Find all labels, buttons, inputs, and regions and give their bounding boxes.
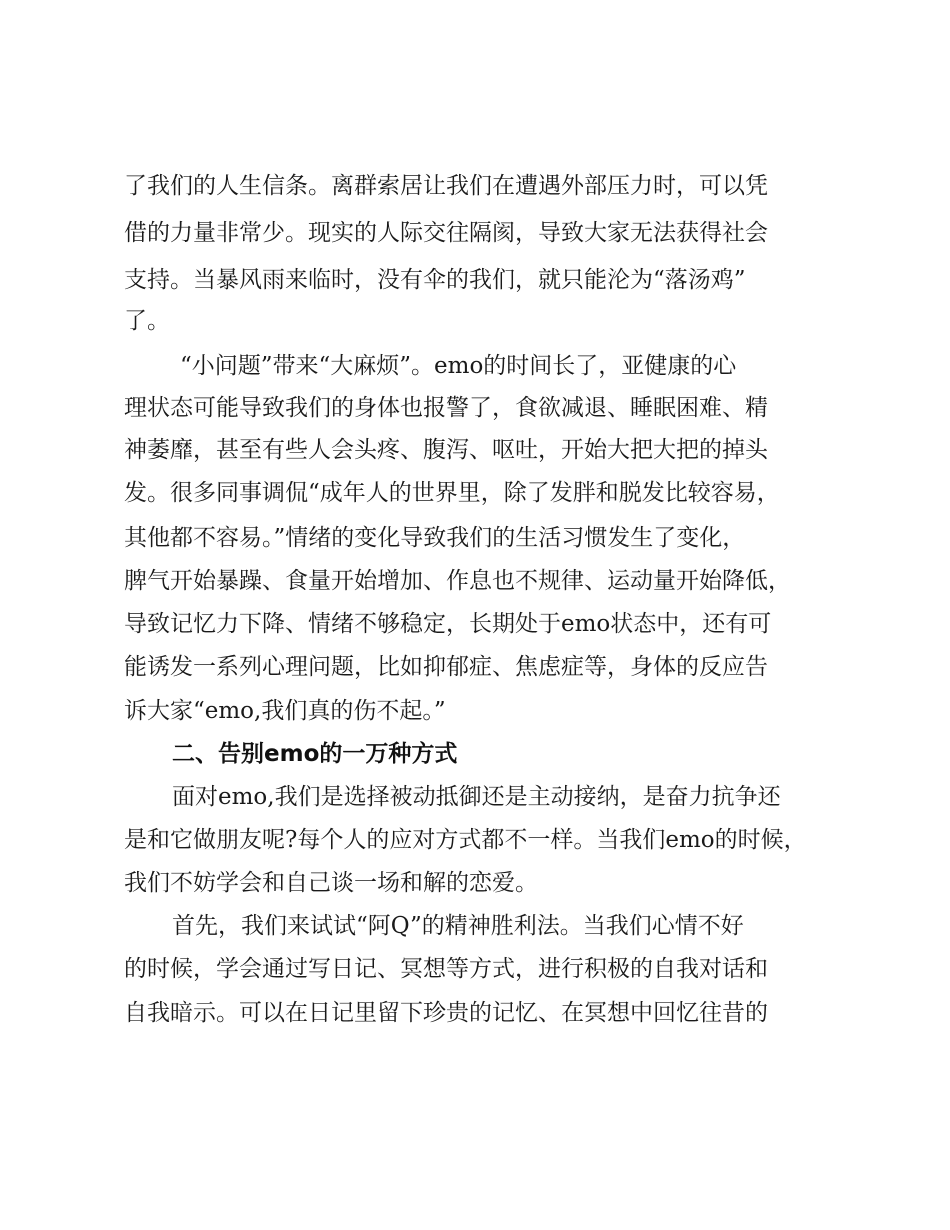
text-line: 自我暗示。可以在日记里留下珍贵的记忆、在冥想中回忆往昔的 [124, 1000, 768, 1026]
text-line: 导致记忆力下降、情绪不够稳定，长期处于emo状态中，还有可 [124, 611, 772, 637]
section-heading: 二、告别emo的一万种方式 [172, 741, 458, 767]
text-line: 是和它做朋友呢?每个人的应对方式都不一样。当我们emo的时候， [124, 827, 807, 853]
text-line: 的时候，学会通过写日记、冥想等方式，进行积极的自我对话和 [124, 956, 768, 982]
text-line: 发。很多同事调侃“成年人的世界里，除了发胖和脱发比较容易， [124, 480, 780, 506]
text-line: 神萎靡，甚至有些人会头疼、腹泻、呕吐，开始大把大把的掉头 [124, 437, 768, 463]
text-line: 首先，我们来试试“阿Q”的精神胜利法。当我们心情不好 [172, 913, 744, 939]
text-line: 其他都不容易。”情绪的变化导致我们的生活习惯发生了变化， [124, 525, 746, 551]
text-line: 诉大家“emo,我们真的伤不起。” [124, 698, 446, 724]
text-line: 能诱发一系列心理问题，比如抑郁症、焦虑症等，身体的反应告 [124, 654, 768, 680]
text-line: 了我们的人生信条。离群索居让我们在遭遇外部压力时，可以凭 [124, 173, 768, 199]
text-line: 了。 [124, 308, 170, 334]
text-line: 我们不妨学会和自己谈一场和解的恋爱。 [124, 870, 538, 896]
text-line: 支持。当暴风雨来临时，没有伞的我们，就只能沦为“落汤鸡” [124, 267, 746, 293]
text-line: “小问题”带来“大麻烦”。emo的时间长了，亚健康的心 [180, 353, 737, 379]
text-line: 面对emo,我们是选择被动抵御还是主动接纳，是奋力抗争还 [172, 784, 781, 810]
text-line: 理状态可能导致我们的身体也报警了，食欲减退、睡眠困难、精 [124, 395, 768, 421]
text-line: 借的力量非常少。现实的人际交往隔阂，导致大家无法获得社会 [124, 220, 768, 246]
text-line: 脾气开始暴躁、食量开始增加、作息也不规律、运动量开始降低， [124, 568, 791, 594]
